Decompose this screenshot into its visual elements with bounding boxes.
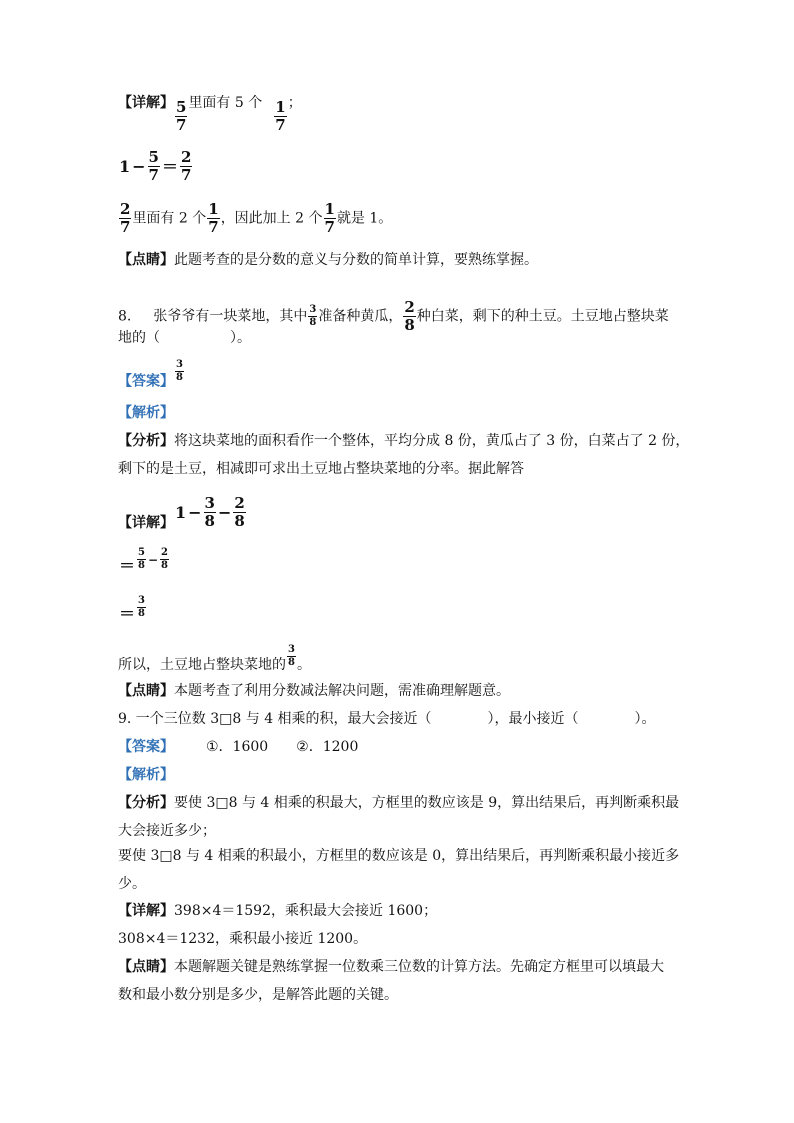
q8-conclusion xyxy=(118,644,311,673)
fraction-1-7: $\frac{1}{7}$ xyxy=(324,200,335,236)
q8-point xyxy=(118,681,510,701)
fenxi-text: 大会接近多少； xyxy=(118,823,216,839)
fraction-5-7: $\frac{5}{7}$ xyxy=(148,148,159,184)
point-tag: 【点睛】 xyxy=(118,959,174,975)
fraction-5-7: $\frac{5}{7}$ xyxy=(176,98,187,134)
fenxi-text: 要使 3□8 与 4 相乘的积最小，方框里的数应该是 0，算出结果后，再判断乘积最小接近多 xyxy=(118,848,680,864)
q9-detail-1 xyxy=(118,901,437,921)
q8-answer xyxy=(118,359,185,393)
q9-fenxi-4 xyxy=(118,874,146,894)
conclusion-text: 所以，土豆地占整块菜地的 xyxy=(118,656,286,673)
q9-point-1 xyxy=(118,957,664,977)
answer-text: ①．1600 ②．1200 xyxy=(206,739,359,755)
q8-text: 种白菜，剩下的种土豆。土豆地占整块菜 xyxy=(416,308,669,325)
fenxi-text: 少。 xyxy=(118,876,146,892)
answer-tag: 【答案】 xyxy=(118,373,174,390)
fenxi-text: 剩下的是土豆，相减即可求出土豆地占整块菜地的分率。据此解答 xyxy=(118,461,524,477)
fenxi-tag: 【分析】 xyxy=(118,795,174,811)
detail-tag: 【详解】 xyxy=(118,94,174,111)
q9-fenxi-2 xyxy=(118,821,216,841)
q7-equation: 1 − $\frac{5}{7}$ ＝ $\frac{2}{7}$ xyxy=(119,148,192,184)
detail-text: 308×4＝1232，乘积最小接近 1200。 xyxy=(118,931,368,947)
fraction-1-7: $\frac{1}{7}$ xyxy=(208,200,219,236)
q7-text: 就是 1。 xyxy=(336,210,393,227)
q7-text: ，因此加上 2 个 xyxy=(220,210,323,227)
q9-text: 9. 一个三位数 3□8 与 4 相乘的积，最大会接近（ ），最小接近（ ）。 xyxy=(118,711,656,727)
q8-fenxi-2 xyxy=(118,459,524,479)
fraction-2-7: $\frac{2}{7}$ xyxy=(181,148,192,184)
q9-point-2 xyxy=(118,985,398,1005)
q8-fenxi-1 xyxy=(118,431,689,451)
fraction-3-8: $\frac{3}{8}$ xyxy=(288,644,295,668)
point-text: 本题解题关键是熟练掌握一位数乘三位数的计算方法。先确定方框里可以填最大 xyxy=(174,959,664,975)
q7-text: 里面有 5 个 xyxy=(188,94,263,111)
q9-analysis-tag xyxy=(118,765,174,785)
q9-fenxi-1 xyxy=(118,793,679,813)
q9-answer xyxy=(118,737,358,757)
q7-text: ； xyxy=(287,94,302,111)
fenxi-tag: 【分析】 xyxy=(118,433,174,449)
analysis-tag: 【解析】 xyxy=(118,405,174,421)
detail-text: 398×4＝1592，乘积最大会接近 1600； xyxy=(174,903,438,919)
q8-analysis-tag xyxy=(118,403,174,423)
q8-text: 张爷爷有一块菜地，其中 xyxy=(153,308,308,325)
point-text: 本题考查了利用分数减法解决问题，需准确理解题意。 xyxy=(174,683,510,699)
q7-point xyxy=(118,250,538,270)
q8-detail-equation: 【详解】1 − $\frac{3}{8}$ − $\frac{2}{8}$ xyxy=(118,494,245,531)
analysis-tag: 【解析】 xyxy=(118,767,174,783)
fraction-2-8: $\frac{2}{8}$ xyxy=(234,494,245,530)
fraction-3-8: $\frac{3}{8}$ xyxy=(309,304,317,328)
question-number: 8. xyxy=(118,308,132,325)
fraction-2-8: $\frac{2}{8}$ xyxy=(404,298,415,334)
q9-fenxi-3 xyxy=(118,846,679,866)
q7-detail-line-1 xyxy=(118,94,302,134)
fraction-1-7: $\frac{1}{7}$ xyxy=(275,98,286,134)
q9-detail-2 xyxy=(118,929,367,949)
fraction-2-8: $\frac{2}{8}$ xyxy=(161,547,169,571)
answer-tag: 【答案】 xyxy=(118,739,174,755)
q8-text: 地的（ ）。 xyxy=(118,330,251,346)
q7-detail-line-3 xyxy=(118,202,392,235)
fenxi-text: 要使 3□8 与 4 相乘的积最大，方框里的数应该是 9，算出结果后，再判断乘积最 xyxy=(174,795,680,811)
q7-text: 里面有 2 个 xyxy=(132,210,207,227)
q8-question-line-2 xyxy=(118,328,251,348)
conclusion-text: 。 xyxy=(296,656,311,673)
fraction-3-8: $\frac{3}{8}$ xyxy=(176,359,183,383)
point-text: 此题考查的是分数的意义与分数的简单计算，要熟练掌握。 xyxy=(174,252,538,268)
point-tag: 【点睛】 xyxy=(118,683,174,699)
q8-step-1: ＝ $\frac{5}{8}$ − $\frac{2}{8}$ xyxy=(119,547,169,575)
detail-tag: 【详解】 xyxy=(118,903,174,919)
detail-tag: 【详解】 xyxy=(118,514,174,531)
q9-question xyxy=(118,709,656,729)
fraction-2-7: $\frac{2}{7}$ xyxy=(120,200,131,236)
fraction-3-8: $\frac{3}{8}$ xyxy=(138,595,145,619)
point-text: 数和最小数分别是多少，是解答此题的关键。 xyxy=(118,987,398,1003)
point-tag: 【点睛】 xyxy=(118,252,174,268)
fraction-3-8: $\frac{3}{8}$ xyxy=(204,494,215,530)
fenxi-text: 将这块菜地的面积看作一个整体，平均分成 8 份，黄瓜占了 3 份，白菜占了 2 份， xyxy=(174,433,690,449)
q8-text: 准备种黄瓜， xyxy=(318,308,403,325)
fraction-5-8: $\frac{5}{8}$ xyxy=(138,547,145,571)
q8-step-2: ＝ $\frac{3}{8}$ xyxy=(119,595,145,623)
